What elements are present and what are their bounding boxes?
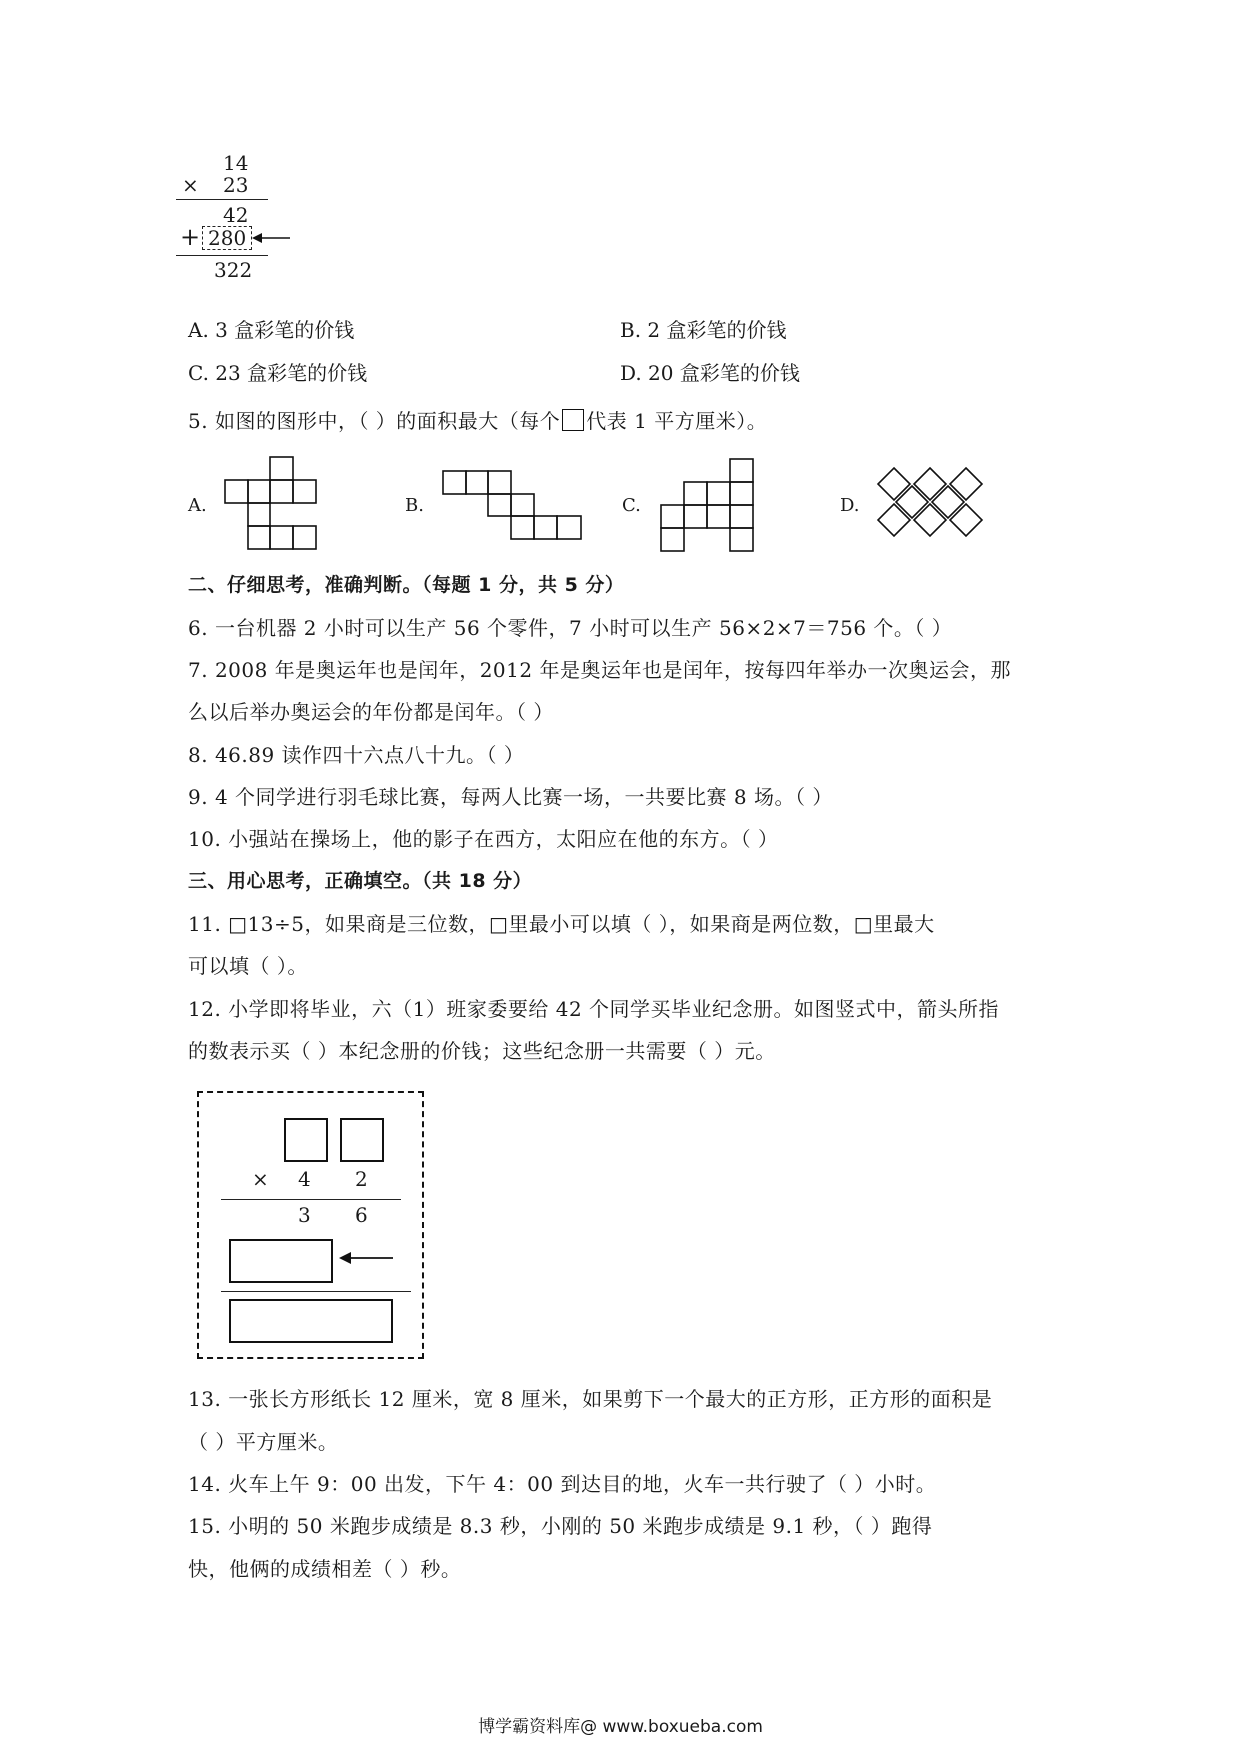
option-d: D. 20 盒彩笔的价钱 — [620, 361, 800, 385]
question-13-line-1: 13. 一张长方形纸长 12 厘米，宽 8 厘米，如果剪下一个最大的正方形，正方形的面积是 — [188, 1387, 993, 1411]
blank-digit-box-1 — [284, 1118, 328, 1162]
option-b: B. 2 盒彩笔的价钱 — [620, 318, 787, 342]
section-3-heading: 三、用心思考，正确填空。（共 18 分） — [188, 870, 533, 892]
calc1-partial-1: 42 — [223, 203, 249, 227]
calc1-times-sign: × — [182, 173, 199, 197]
calc2-line-2 — [221, 1291, 411, 1292]
unit-square-icon — [562, 409, 584, 431]
section-2-heading: 二、仔细思考，准确判断。（每题 1 分，共 5 分） — [188, 574, 625, 596]
option-a: A. 3 盒彩笔的价钱 — [188, 318, 355, 342]
shape-c-grid — [660, 458, 760, 552]
shape-label-c: C. — [622, 495, 641, 516]
question-10: 10. 小强站在操场上，他的影子在西方，太阳应在他的东方。（ ） — [188, 827, 779, 851]
multiplication-figure-2 — [197, 1091, 424, 1359]
shape-label-d: D. — [840, 495, 860, 516]
arrow-left-icon — [252, 231, 292, 245]
question-11-line-1: 11. □13÷5，如果商是三位数，□里最小可以填（ ），如果商是两位数，□里最大 — [188, 912, 935, 936]
question-15-line-1: 15. 小明的 50 米跑步成绩是 8.3 秒，小刚的 50 米跑步成绩是 9.1 秒，（ ）跑得 — [188, 1514, 933, 1538]
question-12-line-2: 的数表示买（ ）本纪念册的价钱；这些纪念册一共需要（ ）元。 — [188, 1039, 776, 1063]
shape-label-a: A. — [188, 495, 207, 516]
blank-partial-box — [229, 1239, 333, 1283]
blank-total-box — [229, 1299, 393, 1343]
calc1-top: 14 — [223, 151, 249, 175]
calc1-line-1 — [176, 199, 268, 200]
calc1-line-2 — [176, 255, 268, 256]
calc2-line-1 — [221, 1199, 401, 1200]
calc2-partial-digit-3: 3 — [298, 1203, 311, 1227]
shape-d-grid — [876, 466, 984, 538]
arrow-left-icon — [339, 1251, 395, 1265]
shape-label-b: B. — [405, 495, 424, 516]
calc2-partial-digit-6: 6 — [355, 1203, 368, 1227]
calc1-plus-sign: + — [180, 223, 201, 251]
question-11-line-2: 可以填（ ）。 — [188, 954, 308, 978]
question-13-line-2: （ ）平方厘米。 — [188, 1430, 339, 1454]
shape-b-grid — [442, 470, 584, 540]
question-6: 6. 一台机器 2 小时可以生产 56 个零件，7 小时可以生产 56×2×7＝756 个。（ ） — [188, 616, 953, 640]
shape-a-grid — [224, 456, 320, 550]
question-14: 14. 火车上午 9：00 出发，下午 4：00 到达目的地，火车一共行驶了（ ）小时。 — [188, 1472, 937, 1496]
calc2-digit-2: 2 — [355, 1167, 368, 1191]
option-c: C. 23 盒彩笔的价钱 — [188, 361, 368, 385]
question-15-line-2: 快，他俩的成绩相差（ ）秒。 — [188, 1557, 462, 1581]
blank-digit-box-2 — [340, 1118, 384, 1162]
question-9: 9. 4 个同学进行羽毛球比赛，每两人比赛一场，一共要比赛 8 场。（ ） — [188, 785, 833, 809]
question-5-text-after: 代表 1 平方厘米）。 — [586, 409, 768, 433]
calc2-times-sign: × — [252, 1167, 269, 1191]
calc2-digit-4: 4 — [298, 1167, 311, 1191]
footer-watermark[interactable]: 博学霸资料库@ www.boxueba.com — [478, 1717, 763, 1737]
question-12-line-1: 12. 小学即将毕业，六（1）班家委要给 42 个同学买毕业纪念册。如图竖式中，箭头所指 — [188, 997, 1000, 1021]
question-7-line-2: 么以后举办奥运会的年份都是闰年。（ ） — [188, 700, 554, 724]
calc1-multiplier: 23 — [223, 173, 249, 197]
calc1-partial-2: 280 — [208, 226, 247, 250]
question-8: 8. 46.89 读作四十六点八十九。（ ） — [188, 743, 525, 767]
question-5-text-before: 5. 如图的图形中，（ ）的面积最大（每个 — [188, 409, 561, 433]
calc1-total: 322 — [214, 258, 253, 282]
question-7-line-1: 7. 2008 年是奥运年也是闰年，2012 年是奥运年也是闰年，按每四年举办一次奥运会，那 — [188, 658, 1011, 682]
question-5 — [188, 407, 767, 435]
